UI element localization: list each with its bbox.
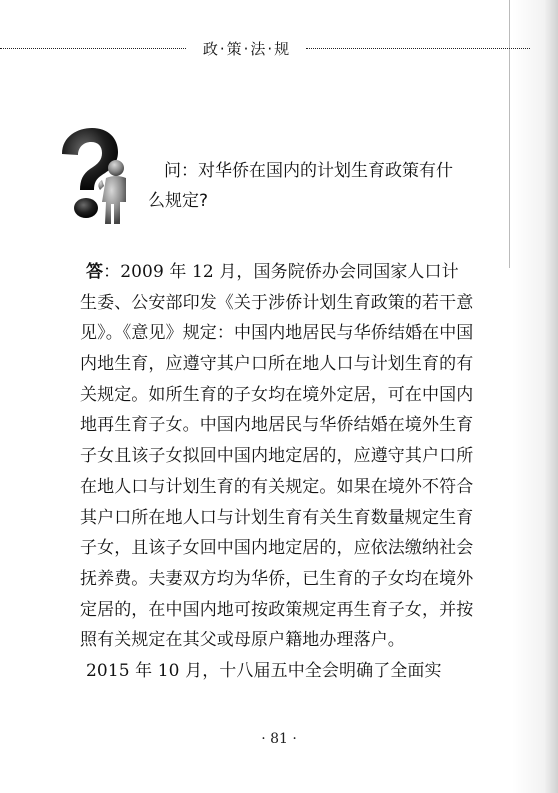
answer-line: 地再生育子女。中国内地居民与华侨结婚在境外生育 xyxy=(80,415,474,436)
answer-body xyxy=(80,257,474,687)
answer-line: 子女，且该子女回中国内地定居的，应依法缴纳社会 xyxy=(80,538,474,559)
answer-line: 关规定。如所生育的子女均在境外定居，可在中国内 xyxy=(80,384,474,405)
running-header xyxy=(0,37,558,61)
answer-line: 内地生育，应遵守其户口所在地人口与计划生育的有 xyxy=(80,354,474,375)
answer-line: 子女且该子女拟回中国内地定居的，应遵守其户口所 xyxy=(80,446,474,467)
question-mark-figure-icon xyxy=(56,128,134,228)
answer-line: 定居的，在中国内地可按政策规定再生育子女，并按 xyxy=(80,599,474,620)
header-title: 政·策·法·规 xyxy=(202,40,292,58)
answer-line: 抚养费。夫妻双方均为华侨，已生育的子女均在境外 xyxy=(80,568,474,589)
page-number: · 81 · xyxy=(261,731,297,747)
answer-line: 生委、公安部印发《关于涉侨计划生育政策的若干意 xyxy=(80,292,474,313)
header-dotted-rule-left xyxy=(0,48,186,49)
header-dotted-rule-right xyxy=(306,48,530,49)
page-edge-shadow xyxy=(512,0,558,793)
answer-line-1-text: ：2009 年 12 月，国务院侨办会同国家人口计 xyxy=(103,262,459,282)
answer-line-1 xyxy=(80,257,460,288)
question-line-1: 问：对华侨在国内的计划生育政策有什 xyxy=(164,161,453,181)
question-text xyxy=(148,156,488,216)
answer-line: 其户口所在地人口与计划生育有关生育数量规定生育 xyxy=(80,507,474,528)
answer-label: 答 xyxy=(86,262,104,282)
answer-line: 在地人口与计划生育的有关规定。如果在境外不符合 xyxy=(80,476,474,497)
answer-line: 照有关规定在其父或母原户籍地办理落户。 xyxy=(80,630,405,651)
answer-line: 见》。《意见》规定：中国内地居民与华侨结婚在中国 xyxy=(80,323,474,344)
question-line-2: 么规定? xyxy=(148,191,209,211)
paragraph-2-line-1: 2015 年 10 月，十八届五中全会明确了全面实 xyxy=(86,660,442,681)
